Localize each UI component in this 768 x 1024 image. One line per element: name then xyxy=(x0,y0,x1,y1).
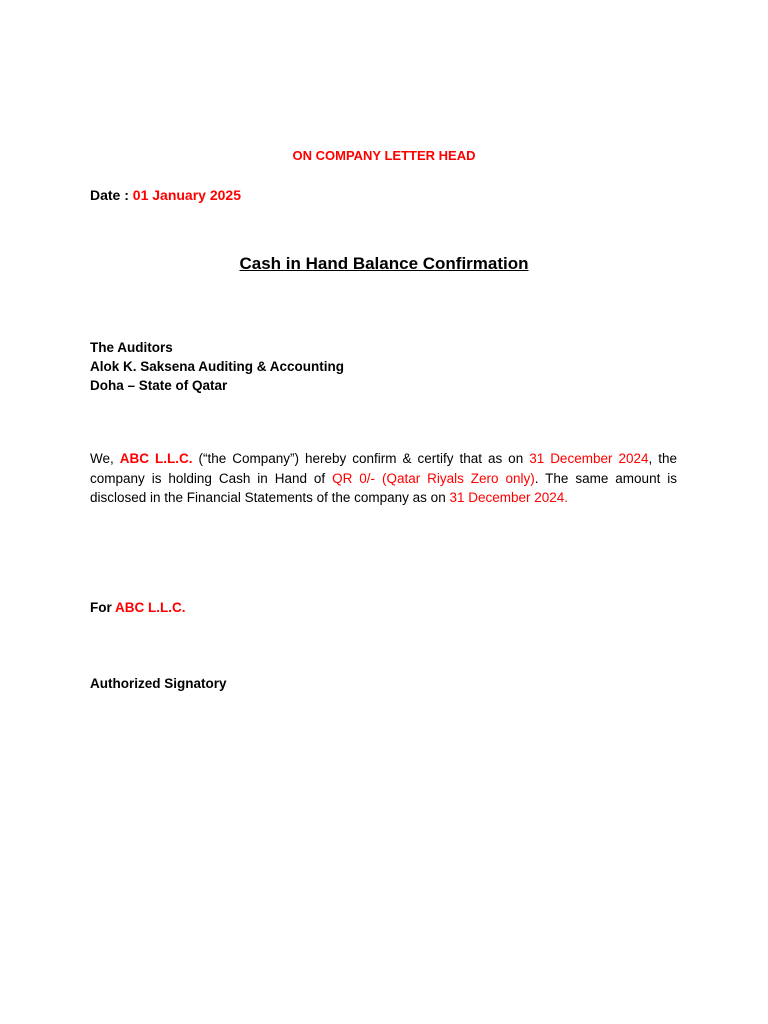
recipient-line-2: Alok K. Saksena Auditing & Accounting xyxy=(90,359,345,374)
for-label: For xyxy=(90,600,115,615)
closing-company-name: ABC L.L.C. xyxy=(115,600,186,615)
body-text-1: We, xyxy=(90,451,120,466)
body-text-2: (“the Company”) hereby confirm & certify that as on xyxy=(192,451,530,466)
date-label: Date : xyxy=(90,187,133,203)
authorized-signatory: Authorized Signatory xyxy=(90,676,227,691)
recipient-address xyxy=(90,338,344,395)
company-name: ABC L.L.C. xyxy=(119,451,193,466)
confirmation-date: 31 December 2024 xyxy=(529,451,649,466)
date-line xyxy=(90,187,241,203)
cash-amount: QR 0/- (Qatar Riyals Zero only) xyxy=(332,470,535,486)
closing-for-line xyxy=(90,600,186,615)
recipient-line-3: Doha – State of Qatar xyxy=(90,378,228,393)
letterhead-placeholder: ON COMPANY LETTER HEAD xyxy=(292,148,476,163)
confirmation-paragraph xyxy=(90,449,677,508)
document-title: Cash in Hand Balance Confirmation xyxy=(239,254,529,273)
body-text-3: , the company is holding Cash in Hand of xyxy=(90,451,677,486)
statement-date: 31 December 2024. xyxy=(449,490,569,505)
recipient-line-1: The Auditors xyxy=(90,340,173,355)
date-value: 01 January 2025 xyxy=(132,187,241,203)
body-text-4: . The same amount is disclosed in the Financial Statements of the company as on xyxy=(90,470,677,505)
